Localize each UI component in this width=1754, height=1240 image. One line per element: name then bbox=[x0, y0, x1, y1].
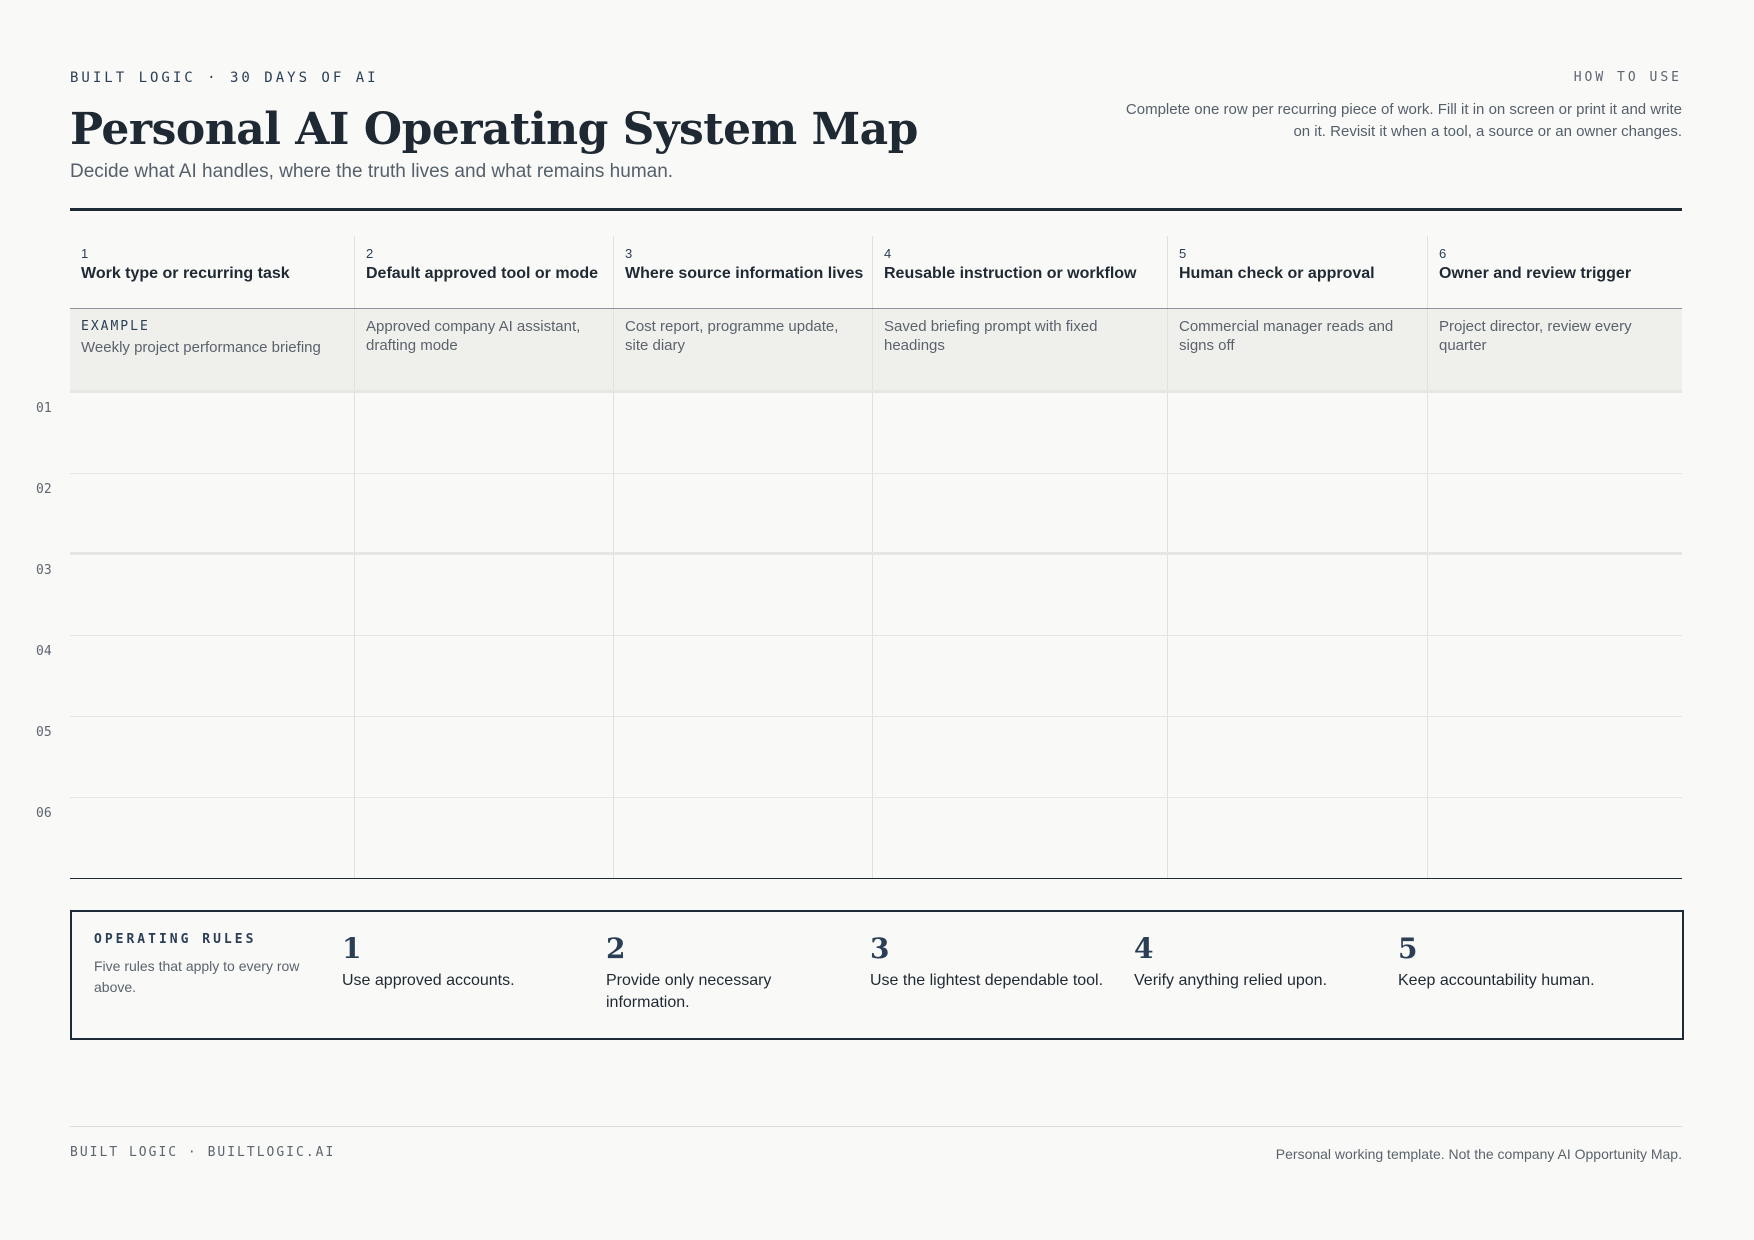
entry-cell[interactable] bbox=[355, 555, 614, 635]
rule-number: 4 bbox=[1134, 932, 1154, 965]
entry-cell[interactable] bbox=[355, 798, 614, 878]
entry-cell[interactable] bbox=[1428, 474, 1682, 552]
rule-item bbox=[870, 934, 1110, 992]
row-number: 05 bbox=[36, 725, 52, 740]
column-label: Work type or recurring task bbox=[81, 265, 290, 282]
column-label: Human check or approval bbox=[1179, 265, 1375, 282]
column-number: 1 bbox=[81, 246, 89, 261]
rule-text: Verify anything relied upon. bbox=[1134, 972, 1328, 989]
how-to-use-text: Complete one row per recurring piece of work. Fill it in on screen or print it and write on it. Revisit it when a tool, a source or an owner changes. bbox=[1125, 101, 1682, 140]
rule-item bbox=[1134, 934, 1374, 992]
example-cell: Project director, review every quarter bbox=[1439, 318, 1632, 354]
entry-cell[interactable] bbox=[1168, 474, 1428, 552]
entry-cell[interactable] bbox=[355, 636, 614, 716]
entry-cell[interactable] bbox=[70, 393, 355, 473]
column-label: Default approved tool or mode bbox=[366, 265, 599, 282]
row-number: 02 bbox=[36, 482, 52, 497]
table-header-row bbox=[70, 236, 1682, 309]
entry-cell[interactable] bbox=[70, 636, 355, 716]
entry-cell[interactable] bbox=[355, 474, 614, 552]
table-row bbox=[36, 717, 1682, 798]
column-number: 5 bbox=[1179, 246, 1187, 261]
column-header-6 bbox=[1428, 236, 1682, 308]
column-number: 4 bbox=[884, 246, 892, 261]
table-row bbox=[36, 393, 1682, 474]
rule-text: Use the lightest dependable tool. bbox=[870, 972, 1104, 989]
entry-cell[interactable] bbox=[614, 636, 873, 716]
rule-number: 1 bbox=[342, 932, 362, 965]
entry-cell[interactable] bbox=[70, 474, 355, 552]
table-row bbox=[36, 798, 1682, 879]
entry-cell[interactable] bbox=[614, 555, 873, 635]
entry-cell[interactable] bbox=[614, 393, 873, 473]
column-number: 6 bbox=[1439, 246, 1447, 261]
entry-cell[interactable] bbox=[1428, 393, 1682, 473]
entry-cell[interactable] bbox=[614, 798, 873, 878]
entry-cell[interactable] bbox=[614, 717, 873, 797]
example-cell: Cost report, programme update, site diary bbox=[614, 309, 873, 390]
example-cell: Saved briefing prompt with fixed headings bbox=[873, 309, 1168, 390]
table-row bbox=[36, 636, 1682, 717]
entry-cell[interactable] bbox=[1168, 393, 1428, 473]
entry-cell[interactable] bbox=[1428, 717, 1682, 797]
column-header-4 bbox=[873, 236, 1168, 308]
entry-cell[interactable] bbox=[1168, 798, 1428, 878]
column-header-3 bbox=[614, 236, 873, 308]
entry-cell[interactable] bbox=[70, 717, 355, 797]
column-label: Reusable instruction or workflow bbox=[884, 265, 1137, 282]
operating-rules-subtitle: Five rules that apply to every row above. bbox=[94, 958, 300, 995]
column-label: Where source information lives bbox=[625, 265, 864, 282]
rule-text: Keep accountability human. bbox=[1398, 972, 1595, 989]
operating-rules-panel bbox=[70, 910, 1684, 1040]
footer-divider bbox=[70, 1126, 1682, 1127]
column-header-2 bbox=[355, 236, 614, 308]
entry-cell[interactable] bbox=[70, 798, 355, 878]
entry-cell[interactable] bbox=[873, 555, 1168, 635]
entry-cell[interactable] bbox=[1168, 636, 1428, 716]
rule-item bbox=[606, 934, 846, 1014]
rule-number: 5 bbox=[1398, 932, 1418, 965]
entry-cell[interactable] bbox=[1428, 555, 1682, 635]
footer-note: Personal working template. Not the company AI Opportunity Map. bbox=[1275, 1146, 1682, 1162]
rule-item bbox=[342, 934, 582, 992]
entry-cell[interactable] bbox=[355, 717, 614, 797]
rule-number: 2 bbox=[606, 932, 626, 965]
entry-cell[interactable] bbox=[1168, 717, 1428, 797]
table-row bbox=[36, 474, 1682, 555]
example-row bbox=[70, 309, 1682, 393]
row-number: 06 bbox=[36, 806, 52, 821]
entry-cell[interactable] bbox=[873, 717, 1168, 797]
rule-item bbox=[1398, 934, 1638, 992]
example-cell bbox=[70, 309, 355, 390]
column-label: Owner and review trigger bbox=[1439, 265, 1632, 282]
entry-cell[interactable] bbox=[70, 555, 355, 635]
row-number: 03 bbox=[36, 563, 52, 578]
entry-cell[interactable] bbox=[1428, 798, 1682, 878]
rule-number: 3 bbox=[870, 932, 890, 965]
entry-cell[interactable] bbox=[873, 798, 1168, 878]
entry-cell[interactable] bbox=[873, 474, 1168, 552]
rule-text: Use approved accounts. bbox=[342, 972, 515, 989]
example-label: EXAMPLE bbox=[81, 319, 150, 334]
column-header-5 bbox=[1168, 236, 1428, 308]
column-number: 3 bbox=[625, 246, 633, 261]
operating-rules-label: OPERATING RULES bbox=[94, 932, 257, 947]
row-number: 01 bbox=[36, 401, 52, 416]
entry-cell[interactable] bbox=[873, 636, 1168, 716]
example-cell: Commercial manager reads and signs off bbox=[1168, 309, 1428, 390]
entry-cell[interactable] bbox=[1168, 555, 1428, 635]
column-number: 2 bbox=[366, 246, 374, 261]
rule-text: Provide only necessary information. bbox=[606, 972, 772, 1011]
table-row bbox=[36, 555, 1682, 636]
kicker: BUILT LOGIC · 30 DAYS OF AI bbox=[70, 70, 379, 86]
example-cell: Approved company AI assistant, drafting mode bbox=[355, 309, 614, 390]
entry-cell[interactable] bbox=[873, 393, 1168, 473]
example-text: Weekly project performance briefing bbox=[81, 339, 321, 356]
page-subtitle: Decide what AI handles, where the truth lives and what remains human. bbox=[70, 161, 674, 182]
page-title: Personal AI Operating System Map bbox=[70, 104, 918, 155]
map-table bbox=[36, 236, 1682, 879]
column-header-1 bbox=[70, 236, 355, 308]
entry-cell[interactable] bbox=[614, 474, 873, 552]
entry-cell[interactable] bbox=[355, 393, 614, 473]
row-number: 04 bbox=[36, 644, 52, 659]
header-divider bbox=[70, 208, 1682, 211]
entry-cell[interactable] bbox=[1428, 636, 1682, 716]
how-to-use bbox=[1122, 70, 1682, 143]
how-to-use-label: HOW TO USE bbox=[1573, 70, 1682, 85]
footer-brand: BUILT LOGIC · BUILTLOGIC.AI bbox=[70, 1145, 336, 1160]
